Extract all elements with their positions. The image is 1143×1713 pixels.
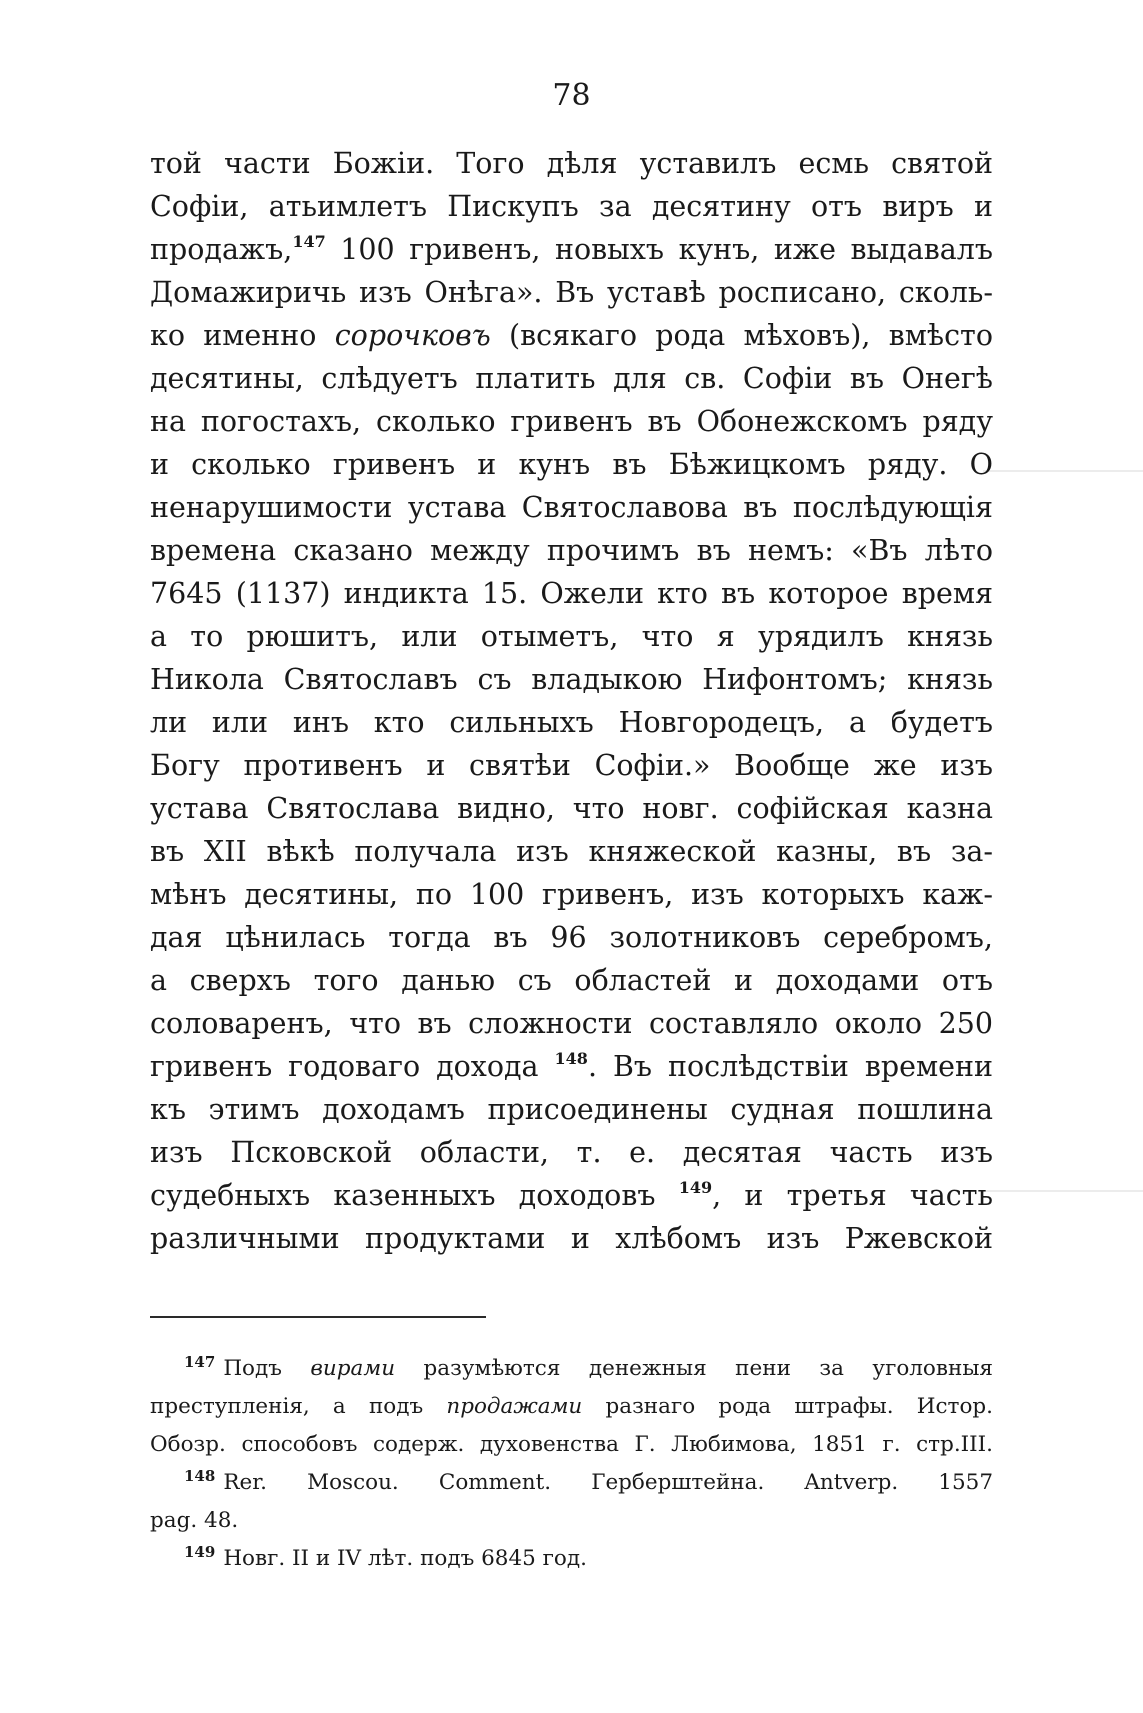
text-line: къ этимъ доходамъ присоединены судная пошлина <box>150 1093 993 1126</box>
text-line: а сверхъ того данью съ областей и доходами отъ <box>150 964 993 997</box>
footnote-148 <box>150 1464 993 1502</box>
text-line: устава Святослава видно, что новг. софiйская казна <box>150 792 993 825</box>
text-run: судебныхъ казенныхъ доходовъ <box>150 1179 679 1212</box>
italic-term: вирами <box>310 1356 396 1381</box>
text-line: ли или инъ кто сильныхъ Новгородецъ, а будетъ <box>150 706 993 739</box>
text-line: Никола Святославъ съ владыкою Нифонтомъ; князь <box>150 663 993 696</box>
text-line: десятины, слѣдуетъ платить для св. Софiи въ Онегѣ <box>150 362 993 395</box>
page-number: 78 <box>552 78 591 113</box>
footnote-number: 148 <box>184 1467 216 1485</box>
text-run: ко именно <box>150 319 335 352</box>
text-line: Богу противенъ и святѣи Софiи.» Вообще же изъ <box>150 749 993 782</box>
text-line: той части Божiи. Того дѣля уставилъ есмь святой <box>150 147 993 180</box>
text-line: и сколько гривенъ и кунъ въ Бѣжицкомъ ряду. О <box>150 448 993 481</box>
text-run: разумѣются денежныя пени за уголовныя <box>395 1356 993 1381</box>
text-line: Домажиричь изъ Онѣга». Въ уставѣ росписано, сколь- <box>150 276 993 309</box>
text-line <box>150 314 993 357</box>
footnote-number: 149 <box>184 1543 216 1561</box>
text-line: времена сказано между прочимъ въ немъ: «Въ лѣто <box>150 534 993 567</box>
text-run: разнаго рода штрафы. Истор. <box>582 1394 993 1419</box>
text-run: преступленiя, а подъ <box>150 1394 447 1419</box>
text-line: ненарушимости устава Святославова въ послѣдующiя <box>150 491 993 524</box>
body-text <box>150 142 993 1260</box>
text-line: соловаренъ, что въ сложности составляло около 250 <box>150 1007 993 1040</box>
text-line: мѣнъ десятины, по 100 гривенъ, изъ которыхъ каж- <box>150 878 993 911</box>
footnote-147 <box>150 1350 993 1388</box>
footnote-reference[interactable]: 149 <box>678 1178 713 1197</box>
footnote-line <box>150 1388 993 1426</box>
text-run: . Въ послѣдствiи времени <box>587 1050 993 1083</box>
footnote-149 <box>150 1540 993 1578</box>
text-line: на погостахъ, сколько гривенъ въ Обонежскомъ ряду <box>150 405 993 438</box>
text-line: дая цѣнилась тогда въ 96 золотниковъ серебромъ, <box>150 921 993 954</box>
text-run: 100 гривенъ, новыхъ кунъ, иже выдавалъ <box>325 233 993 266</box>
text-line <box>150 1045 993 1088</box>
text-run: Новг. II и IV лѣт. подъ 6845 год. <box>223 1546 587 1571</box>
text-run: , и третья часть <box>712 1179 993 1212</box>
footnote-number: 147 <box>184 1353 216 1371</box>
footnotes <box>150 1350 993 1578</box>
footnote-line: pag. 48. <box>150 1508 239 1533</box>
footnote-reference[interactable]: 147 <box>292 232 326 251</box>
italic-term: сорочковъ <box>334 319 491 352</box>
footnote-divider <box>150 1316 486 1318</box>
text-run: (всякаго рода мѣховъ), вмѣсто <box>490 319 993 352</box>
text-run: продажъ, <box>150 233 293 266</box>
text-line: Софiи, атьимлетъ Пискупъ за десятину отъ виръ и <box>150 190 993 223</box>
text-run: гривенъ годоваго дохода <box>150 1050 555 1083</box>
text-line <box>150 1174 993 1217</box>
text-line: различными продуктами и хлѣбомъ изъ Ржевской <box>150 1222 993 1255</box>
text-line <box>150 228 993 271</box>
bleed-through-mark <box>983 470 1143 472</box>
text-run: Подъ <box>223 1356 311 1381</box>
footnote-reference[interactable]: 148 <box>554 1049 588 1068</box>
italic-term: продажами <box>446 1394 583 1419</box>
text-line: 7645 (1137) индикта 15. Ожели кто въ которое время <box>150 577 993 610</box>
text-run: Rer. Moscou. Comment. Герберштейна. Antverp. 1557 <box>223 1470 993 1495</box>
bleed-through-mark <box>983 1190 1143 1192</box>
text-line: а то рюшитъ, или отыметъ, что я урядилъ князь <box>150 620 993 653</box>
text-line: изъ Псковской области, т. е. десятая часть изъ <box>150 1136 993 1169</box>
footnote-line: Обозр. способовъ содерж. духовенства Г. Любимова, 1851 г. стр.III. <box>150 1432 993 1457</box>
text-line: въ XII вѣкѣ получала изъ княжеской казны, въ за- <box>150 835 993 868</box>
